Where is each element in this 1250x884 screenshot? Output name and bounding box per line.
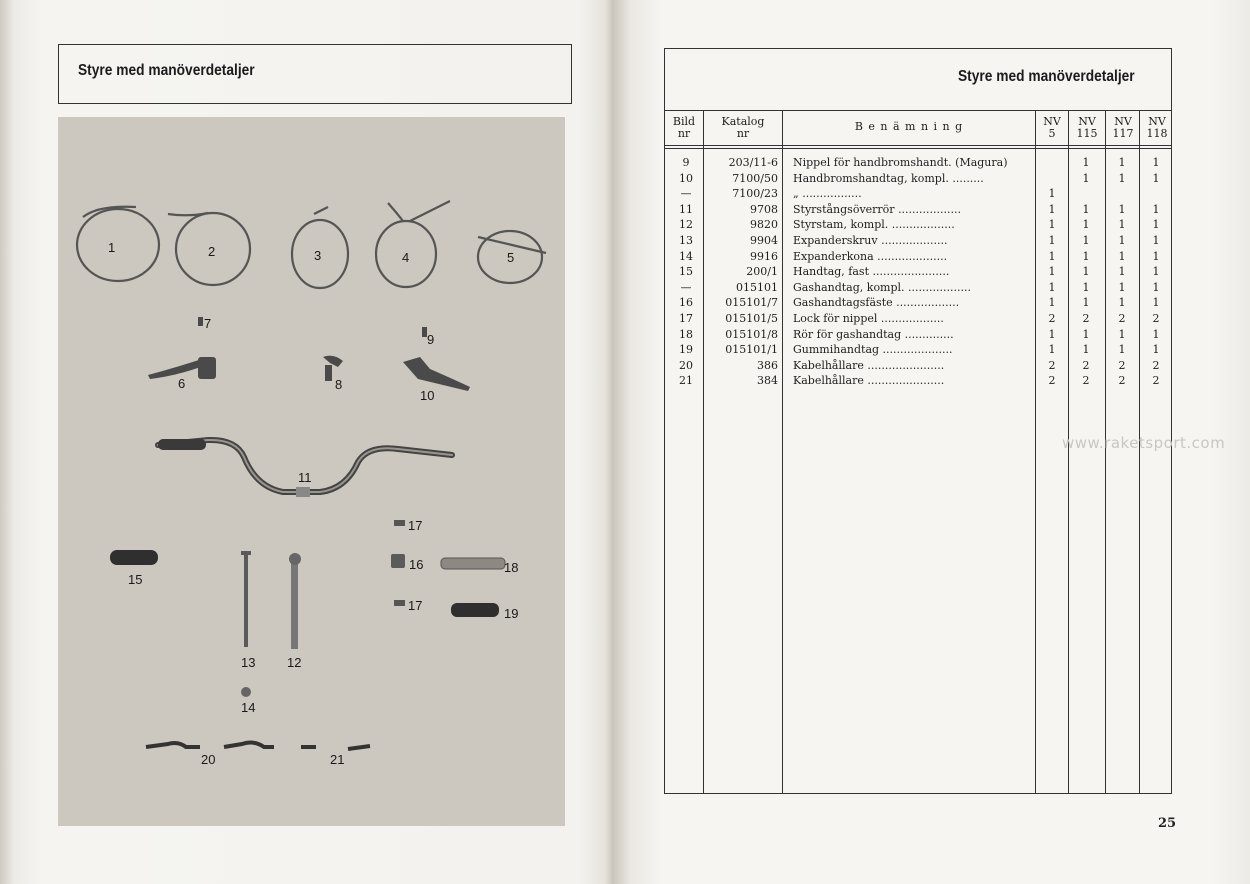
header-bild-nr: nr (677, 127, 691, 140)
cell-benamning: Gummihandtag .................... (793, 343, 953, 357)
cell-nv-117: 1 (1118, 218, 1126, 232)
cell-bild: 19 (679, 343, 693, 357)
photo-label-15: 15 (128, 572, 143, 587)
cell-benamning: Lock för nippel .................. (793, 312, 944, 325)
cell-bild: 10 (679, 171, 693, 185)
cell-katalog: 9708 (750, 202, 778, 216)
cell-nv-5: 1 (1048, 327, 1056, 341)
photo-label-6: 6 (178, 376, 186, 391)
cell-nv-115: 1 (1082, 327, 1090, 341)
cell-nv-118: 1 (1152, 218, 1160, 232)
cell-nv-117: 1 (1118, 296, 1126, 310)
header-nv-model: 118 (1146, 127, 1168, 140)
photo-label-3: 3 (314, 248, 322, 263)
header-nv-118 (1141, 116, 1173, 140)
photo-label-16: 16 (409, 557, 424, 572)
cell-benamning: Handtag, fast ...................... (793, 265, 950, 279)
photo-label-13: 13 (241, 655, 256, 670)
cell-bild: 9 (682, 156, 690, 169)
cell-nv-118: 2 (1152, 374, 1160, 388)
cell-katalog: 9916 (750, 249, 778, 263)
cell-nv-117: 2 (1118, 312, 1126, 325)
cell-bild: 17 (679, 312, 693, 325)
header-nv-label: NV (1114, 115, 1132, 128)
header-nv-label: NV (1078, 115, 1096, 128)
cell-benamning: Expanderkona .................... (793, 249, 948, 263)
header-nv-5 (1037, 116, 1067, 140)
photo-label-5: 5 (507, 250, 515, 265)
cell-nv-117: 1 (1118, 327, 1126, 341)
cell-bild: 13 (679, 234, 693, 247)
photo-label-19: 19 (504, 606, 519, 621)
photo-label-2: 2 (208, 244, 216, 259)
header-nv-model: 5 (1048, 127, 1056, 140)
photo-label-10: 10 (420, 388, 435, 403)
cell-nv-5: 1 (1048, 187, 1056, 201)
header-bottom-rule (664, 145, 1172, 146)
cell-nv-117: 2 (1118, 358, 1126, 372)
cell-benamning: Gashandtag, kompl. .................. (793, 280, 971, 294)
lever-6-clamp (198, 357, 216, 379)
photo-label-20: 20 (201, 752, 216, 767)
cell-katalog: 015101 (736, 280, 778, 294)
cell-nv-117: 1 (1118, 202, 1126, 216)
photo-label-14: 14 (241, 700, 256, 715)
header-nv-model: 117 (1112, 127, 1134, 140)
cell-nv-5: 1 (1048, 280, 1056, 294)
cell-katalog: 203/11-6 (728, 156, 778, 169)
cell-nv-118: 2 (1152, 312, 1160, 325)
cell-benamning: Styrstångsöverrör .................. (793, 202, 962, 216)
cap-17-top (394, 520, 405, 526)
cell-katalog: 015101/1 (725, 343, 778, 357)
right-page-title: Styre med manöverdetaljer (958, 68, 1135, 85)
header-nv-model: 115 (1076, 127, 1098, 140)
cell-bild: 18 (679, 327, 693, 341)
watermark: www.raketsport.com (1062, 434, 1226, 452)
cell-nv-5: 1 (1048, 296, 1056, 310)
cell-nv-117: 1 (1118, 265, 1126, 279)
left-page-title: Styre med manöverdetaljer (78, 62, 255, 79)
photo-label-4: 4 (402, 250, 410, 265)
cell-katalog: 7100/23 (732, 187, 778, 201)
cell-benamning: Styrstam, kompl. .................. (793, 218, 955, 232)
header-bottom-rule-2 (664, 148, 1172, 149)
cell-nv-117: 1 (1118, 234, 1126, 247)
cell-bild: — (680, 187, 692, 201)
cell-nv-5: 1 (1048, 265, 1056, 279)
cell-nv-118: 1 (1152, 234, 1160, 247)
cell-bild: — (680, 280, 692, 294)
cell-katalog: 9820 (750, 218, 778, 232)
page-number: 25 (1158, 816, 1177, 831)
bracket-16 (391, 554, 405, 568)
cell-benamning: Rör för gashandtag .............. (793, 327, 954, 341)
cell-nv-118: 1 (1152, 202, 1160, 216)
cell-nv-115: 1 (1082, 156, 1090, 169)
photo-label-1: 1 (108, 240, 116, 255)
cell-nv-5: 2 (1048, 374, 1056, 388)
header-benamning: B e n ä m n i n g (854, 120, 964, 133)
tube-18 (441, 558, 505, 569)
cell-nv-117: 1 (1118, 171, 1126, 185)
photo-label-17: 17 (408, 598, 423, 613)
cell-katalog: 015101/5 (725, 312, 778, 325)
cell-nv-118: 2 (1152, 358, 1160, 372)
photo-label-17: 17 (408, 518, 423, 533)
grip-15 (110, 550, 158, 565)
cell-nv-115: 1 (1082, 280, 1090, 294)
header-katalog-nr: nr (736, 127, 750, 140)
cell-nv-118: 1 (1152, 171, 1160, 185)
cell-nv-115: 1 (1082, 343, 1090, 357)
cell-benamning: „ ................. (793, 187, 862, 201)
cell-nv-118: 1 (1152, 265, 1160, 279)
cell-bild: 21 (679, 374, 693, 388)
cell-katalog: 015101/7 (725, 296, 778, 310)
cell-katalog: 384 (757, 374, 778, 388)
cell-nv-5: 2 (1048, 358, 1056, 372)
part-7 (198, 317, 203, 326)
cell-katalog: 200/1 (746, 265, 778, 279)
cell-nv-5: 1 (1048, 343, 1056, 357)
cell-katalog: 386 (757, 358, 778, 372)
cell-nv-115: 1 (1082, 249, 1090, 263)
cell-nv-117: 2 (1118, 374, 1126, 388)
photo-label-7: 7 (204, 316, 212, 331)
header-bild (666, 116, 702, 140)
cell-katalog: 9904 (750, 234, 778, 247)
cell-nv-115: 1 (1082, 202, 1090, 216)
cone-14 (241, 687, 251, 697)
cell-nv-115: 1 (1082, 234, 1090, 247)
cell-bild: 12 (679, 218, 693, 232)
cell-nv-115: 1 (1082, 171, 1090, 185)
photo-label-12: 12 (287, 655, 302, 670)
cell-benamning: Expanderskruv ................... (793, 234, 948, 247)
cell-nv-115: 2 (1082, 374, 1090, 388)
cell-katalog: 7100/50 (732, 171, 778, 185)
header-katalog-label: Katalog (721, 115, 765, 128)
cell-nv-115: 1 (1082, 218, 1090, 232)
photo-label-11: 11 (298, 470, 312, 485)
cell-nv-115: 2 (1082, 312, 1090, 325)
stem-12 (291, 557, 298, 649)
cell-nv-118: 1 (1152, 296, 1160, 310)
cell-nv-118: 1 (1152, 280, 1160, 294)
cap-17-bottom (394, 600, 405, 606)
parts-illustration (58, 117, 565, 826)
cell-katalog: 015101/8 (725, 327, 778, 341)
photo-label-21: 21 (330, 752, 345, 767)
cell-nv-117: 1 (1118, 249, 1126, 263)
cell-nv-117: 1 (1118, 280, 1126, 294)
cell-bild: 11 (679, 202, 693, 216)
col-divider-katalog (782, 110, 783, 793)
cell-nv-118: 1 (1152, 327, 1160, 341)
header-top-rule (664, 110, 1172, 111)
header-bild-label: Bild (672, 115, 696, 128)
cell-bild: 14 (679, 249, 693, 263)
left-page (0, 0, 612, 884)
cell-nv-5: 1 (1048, 202, 1056, 216)
header-katalog (705, 116, 781, 140)
header-nv-label: NV (1043, 115, 1061, 128)
photo-label-8: 8 (335, 377, 343, 392)
cell-nv-5: 1 (1048, 234, 1056, 247)
header-nv-115 (1070, 116, 1104, 140)
cell-nv-115: 1 (1082, 296, 1090, 310)
grip-19 (451, 603, 499, 617)
cell-nv-115: 2 (1082, 358, 1090, 372)
cell-benamning: Gashandtagsfäste .................. (793, 296, 960, 310)
photo-label-18: 18 (504, 560, 519, 575)
cell-nv-115: 1 (1082, 265, 1090, 279)
cell-nv-117: 1 (1118, 343, 1126, 357)
cell-nv-5: 1 (1048, 249, 1056, 263)
cell-nv-118: 1 (1152, 343, 1160, 357)
cell-benamning: Nippel för handbromshandt. (Magura) (793, 156, 1008, 169)
screw-13 (244, 553, 248, 647)
cell-benamning: Kabelhållare ...................... (793, 358, 945, 372)
part-8-stem (325, 365, 332, 381)
header-nv-label: NV (1148, 115, 1166, 128)
cell-bild: 20 (679, 358, 693, 372)
cell-nv-118: 1 (1152, 249, 1160, 263)
cell-benamning: Kabelhållare ...................... (793, 374, 945, 388)
col-divider-benamning (1035, 110, 1036, 793)
cell-bild: 16 (679, 296, 693, 310)
photo-label-9: 9 (427, 332, 435, 347)
cell-benamning: Handbromshandtag, kompl. ......... (793, 171, 984, 185)
parts-photo (58, 117, 565, 826)
cell-bild: 15 (679, 265, 693, 279)
cell-nv-5: 2 (1048, 312, 1056, 325)
cell-nv-117: 1 (1118, 156, 1126, 169)
cell-nv-5: 1 (1048, 218, 1056, 232)
cell-nv-118: 1 (1152, 156, 1160, 169)
header-nv-117 (1107, 116, 1139, 140)
